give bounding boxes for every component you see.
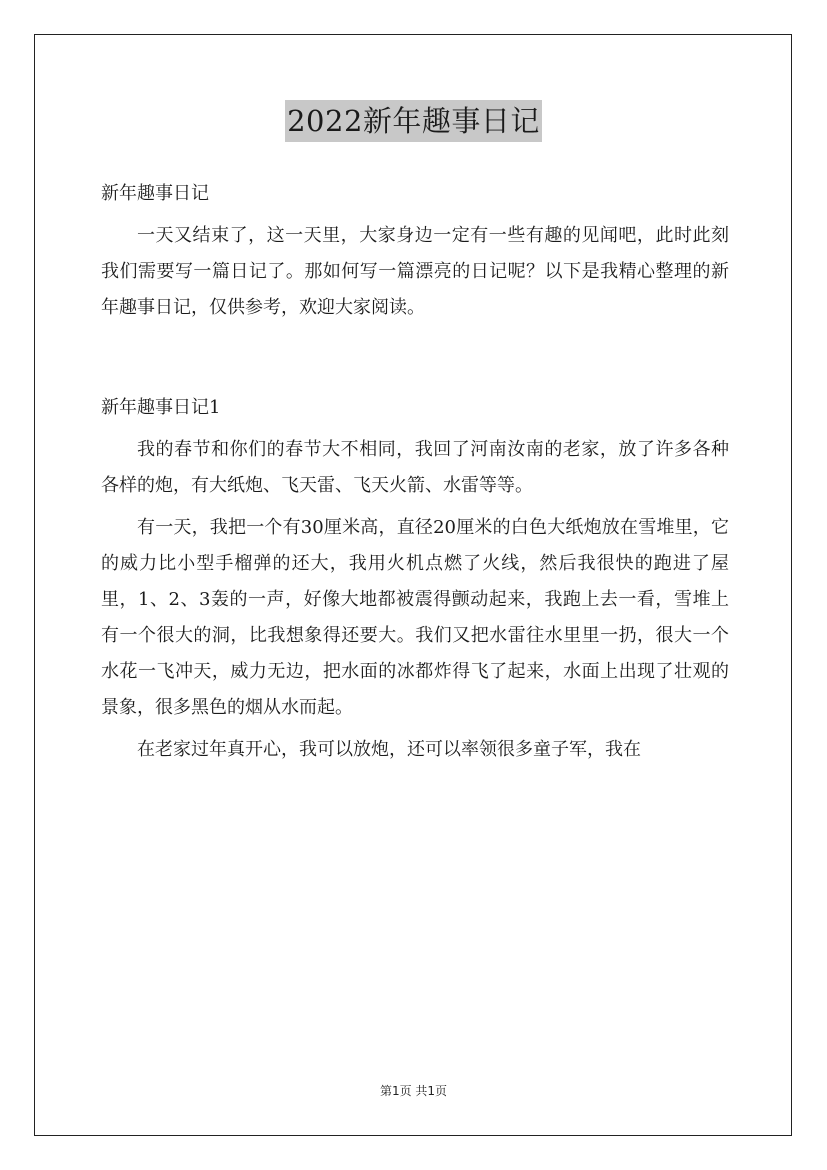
page-footer [0, 1082, 827, 1099]
page-number: 第1页 共1页 [379, 1084, 448, 1098]
body-paragraph: 有一天，我把一个有30厘米高，直径20厘米的白色大纸炮放在雪堆里，它的威力比小型手榴弹的还大，我用火机点燃了火线，然后我很快的跑进了屋里，1、2、3轰的一声，好像大地都被震得颤动起来，我跑上去一看，雪堆上有一个很大的洞，比我想象得还要大。我们又把水雷往水里里一扔，很大一个水花一飞冲天，威力无边，把水面的冰都炸得飞了起来，水面上出现了壮观的景象，很多黑色的烟从水而起。 [101, 517, 729, 718]
document-body [101, 176, 729, 768]
document-title: 2022新年趣事日记 [285, 100, 542, 142]
body-paragraph: 我的春节和你们的春节大不相同，我回了河南汝南的老家，放了许多各种各样的炮，有大纸炮、飞天雷、飞天火箭、水雷等等。 [101, 439, 729, 496]
section-heading: 新年趣事日记1 [101, 397, 221, 418]
document-heading: 新年趣事日记 [101, 183, 209, 204]
intro-paragraph: 一天又结束了，这一天里，大家身边一定有一些有趣的见闻吧，此时此刻我们需要写一篇日记了。那如何写一篇漂亮的日记呢？以下是我精心整理的新年趣事日记，仅供参考，欢迎大家阅读。 [101, 225, 729, 318]
body-paragraph: 在老家过年真开心，我可以放炮，还可以率领很多童子军，我在 [137, 739, 641, 760]
title-container [0, 100, 827, 142]
